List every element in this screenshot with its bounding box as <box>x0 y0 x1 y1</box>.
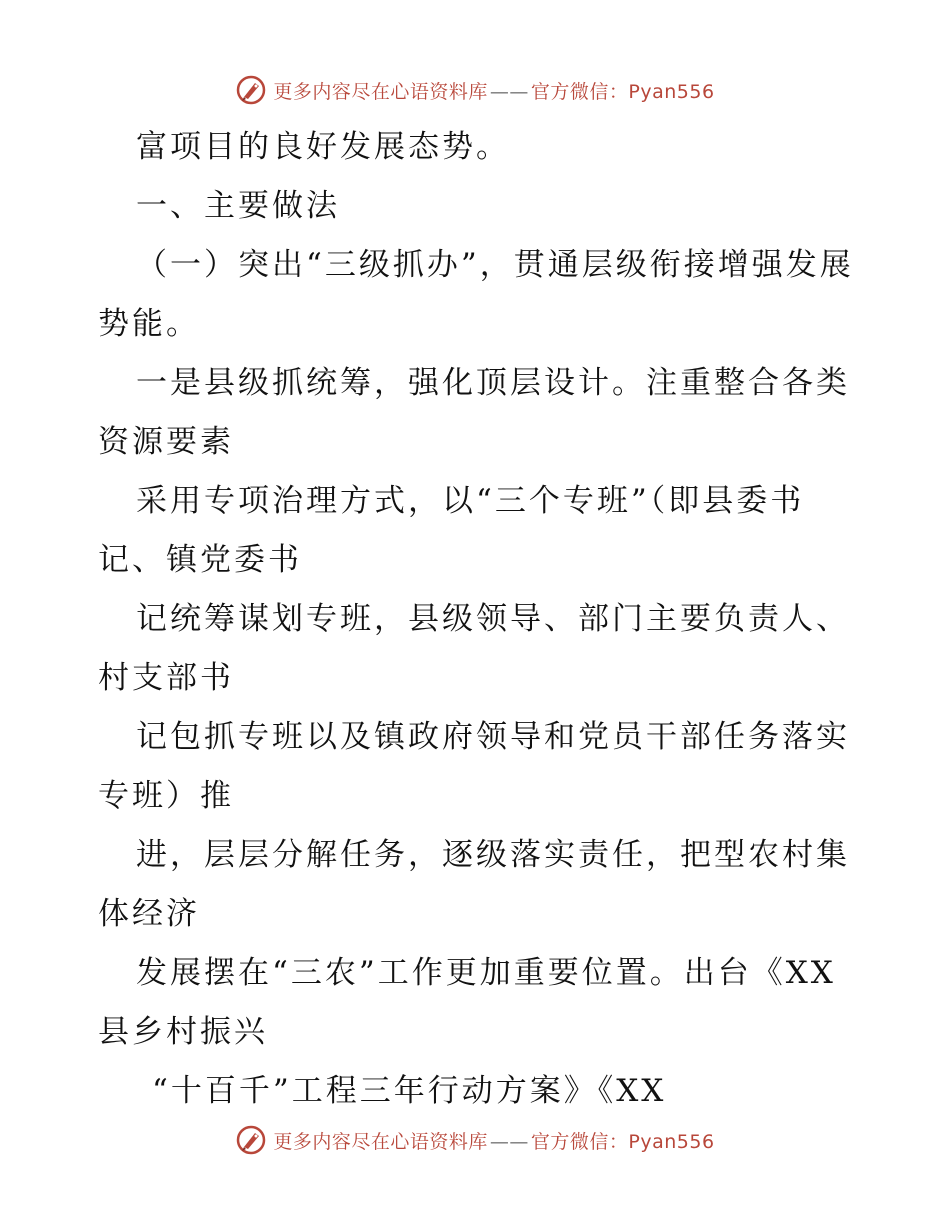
watermark-main-text: 更多内容尽在心语资料库 <box>273 80 488 103</box>
section-heading: 一、主要做法 <box>136 188 340 224</box>
watermark-wechat-text: 官方微信：Pyan556 <box>530 80 715 103</box>
paragraph: 采用专项治理方式，以“三个专班”（即县委书记、镇党委书 <box>98 483 805 578</box>
watermark-text <box>273 1127 714 1154</box>
subsection-heading: （一）突出“三级抓办”，贯通层级衔接增强发展势能。 <box>98 247 854 342</box>
paragraph: 富项目的良好发展态势。 <box>136 129 510 165</box>
paragraph: 进，层层分解任务，逐级落实责任，把型农村集体经济 <box>98 837 850 932</box>
watermark-separator: —— <box>489 1130 529 1153</box>
watermark-main-text: 更多内容尽在心语资料库 <box>273 1130 488 1153</box>
paragraph: “十百千”工程三年行动方案》《XX <box>152 1073 667 1109</box>
paragraph: 记统筹谋划专班，县级领导、部门主要负责人、村支部书 <box>98 601 850 696</box>
watermark-wechat-text: 官方微信：Pyan556 <box>530 1130 715 1153</box>
paragraph: 发展摆在“三农”工作更加重要位置。出台《XX县乡村振兴 <box>98 955 836 1050</box>
header-watermark <box>0 70 950 110</box>
paragraph: 一是县级抓统筹，强化顶层设计。注重整合各类资源要素 <box>98 365 850 460</box>
footer-watermark <box>0 1120 950 1160</box>
watermark-separator: —— <box>489 80 529 103</box>
fountain-pen-seal-icon <box>235 1124 267 1156</box>
watermark-text <box>273 77 714 104</box>
document-body <box>98 118 858 1121</box>
paragraph: 记包抓专班以及镇政府领导和党员干部任务落实专班）推 <box>98 719 850 814</box>
fountain-pen-seal-icon <box>235 74 267 106</box>
